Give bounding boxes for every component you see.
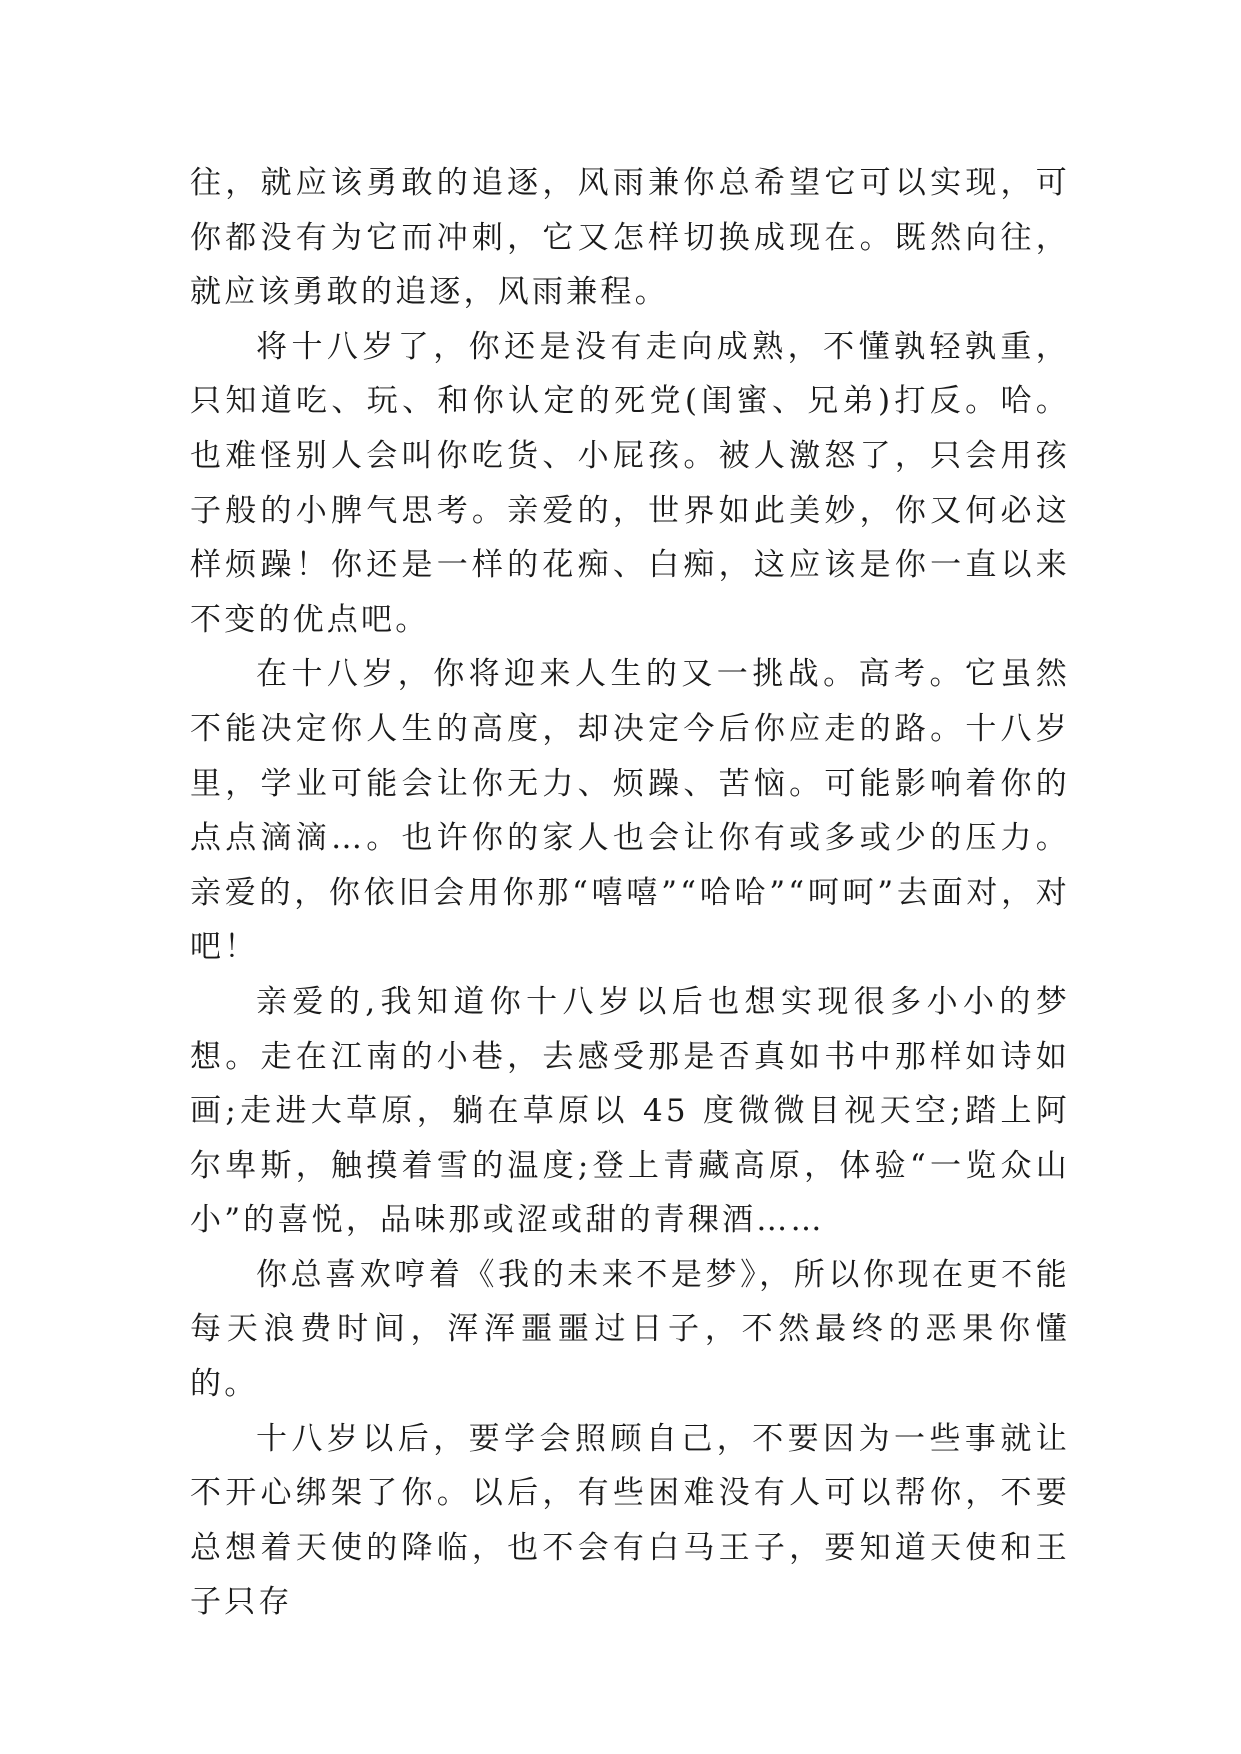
paragraph-2: 将十八岁了，你还是没有走向成熟，不懂孰轻孰重，只知道吃、玩、和你认定的死党(闺蜜、兄弟)打反。哈。也难怪别人会叫你吃货、小屁孩。被人激怒了，只会用孩子般的小脾气思考。亲爱的，世界如此美妙，你又何必这样烦躁！你还是一样的花痴、白痴，这应该是你一直以来不变的优点吧。 <box>190 328 1070 638</box>
document-body <box>190 156 1070 1630</box>
paragraph-4: 亲爱的,我知道你十八岁以后也想实现很多小小的梦想。走在江南的小巷，去感受那是否真如书中那样如诗如画;走进大草原，躺在草原以 45 度微微目视天空;踏上阿尔卑斯，触摸着雪的温度;登上青藏高原，体验“一览众山小”的喜悦，品味那或涩或甜的青稞酒…… <box>190 983 1070 1239</box>
paragraph-3: 在十八岁，你将迎来人生的又一挑战。高考。它虽然不能决定你人生的高度，却决定今后你应走的路。十八岁里，学业可能会让你无力、烦躁、苦恼。可能影响着你的点点滴滴…。也许你的家人也会让你有或多或少的压力。亲爱的，你依旧会用你那“嘻嘻”“哈哈”“呵呵”去面对，对吧！ <box>190 656 1070 966</box>
paragraph-6: 十八岁以后，要学会照顾自己，不要因为一些事就让不开心绑架了你。以后，有些困难没有人可以帮你，不要总想着天使的降临，也不会有白马王子，要知道天使和王子只存 <box>190 1420 1070 1621</box>
paragraph-1: 往，就应该勇敢的追逐，风雨兼你总希望它可以实现，可你都没有为它而冲刺，它又怎样切换成现在。既然向往，就应该勇敢的追逐，风雨兼程。 <box>190 165 1070 311</box>
paragraph-5: 你总喜欢哼着《我的未来不是梦》，所以你现在更不能每天浪费时间，浑浑噩噩过日子，不然最终的恶果你懂的。 <box>190 1256 1070 1403</box>
